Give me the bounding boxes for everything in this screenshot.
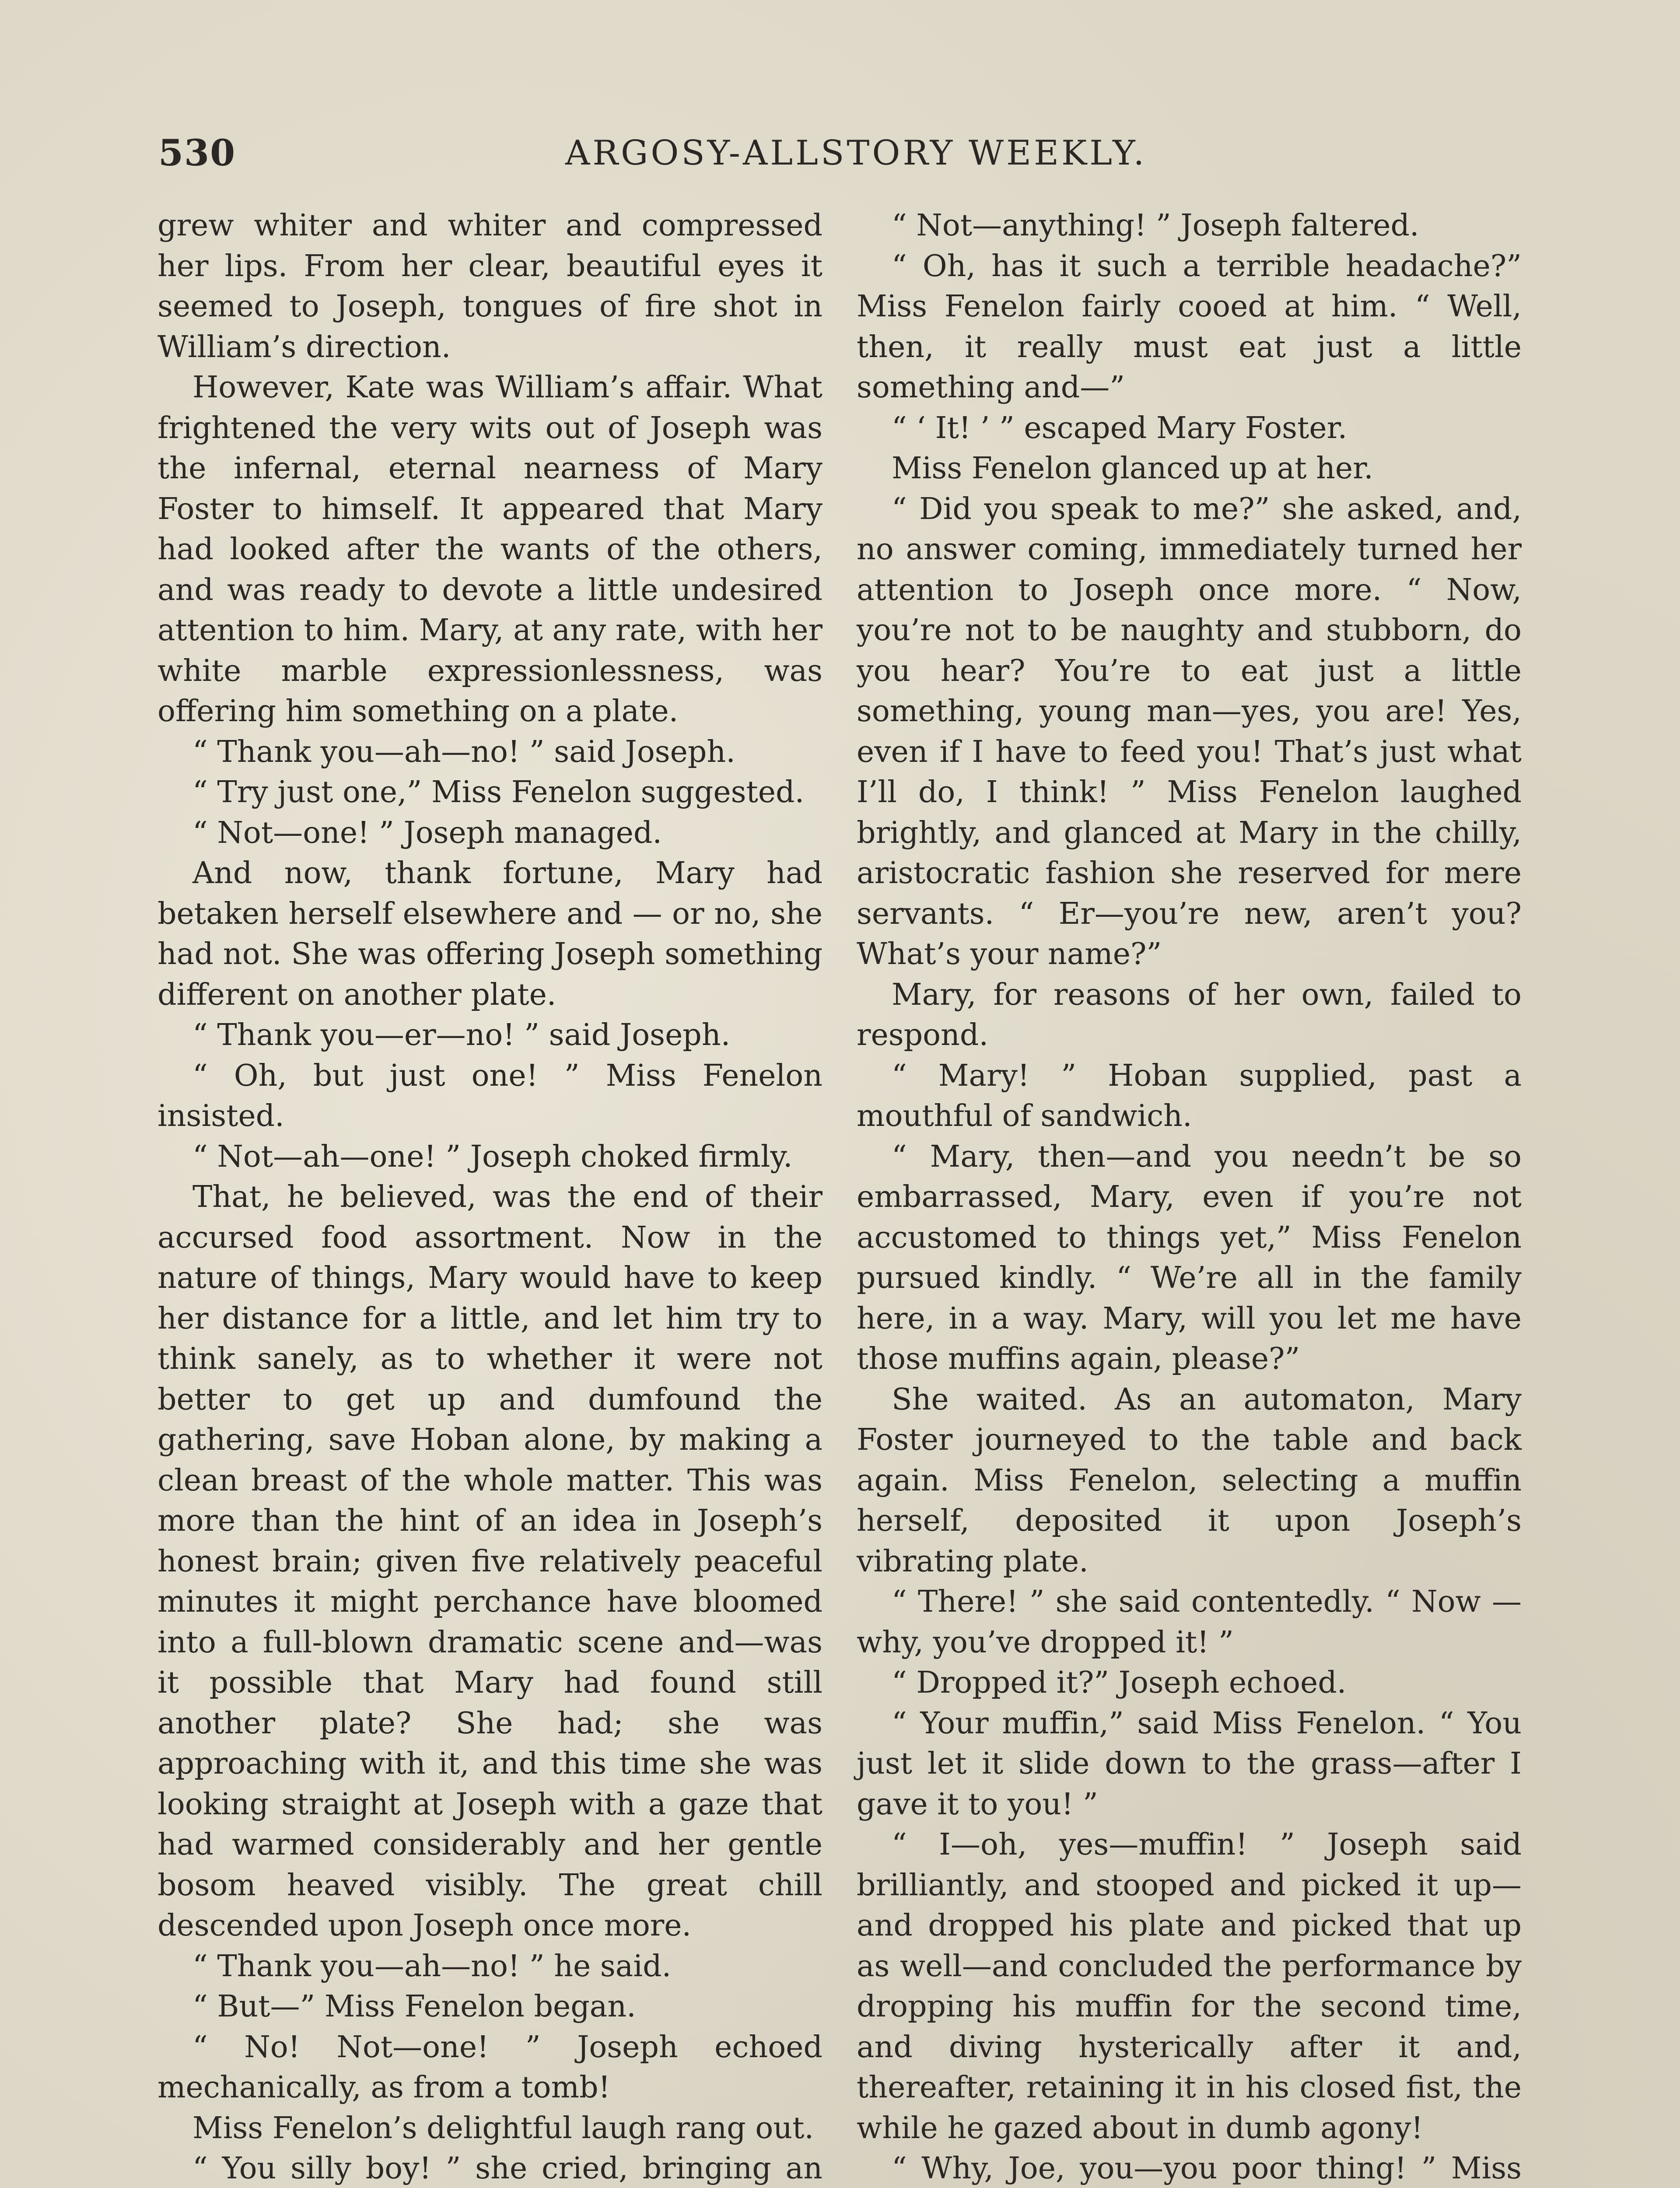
paragraph: “ You silly boy! ” she cried, bringing an <box>192 2151 822 2186</box>
paragraph: grew whiter and whiter and compressed her lips. From her clear, beautiful eyes it seemed to Joseph, tongues of fire shot in William’s direction. <box>158 208 822 365</box>
right-column <box>857 206 1522 2188</box>
paragraph: “ But—” Miss Fenelon began. <box>192 1989 636 2024</box>
paragraph: “ ‘ It! ’ ” escaped Mary Foster. <box>892 410 1348 445</box>
paragraph: “ Thank you—er—no! ” said Joseph. <box>192 1018 731 1052</box>
paragraph: That, he believed, was the end of their accursed food assortment. Now in the nature of things, Mary would have to keep her distance for a little, and let him try to think sanely, as to whether it were not better to get up and dumfound the gathering, save Hoban alone, by making a clean breast of the whole matter. This was more than the hint of an idea in Joseph’s honest brain; given five relatively peaceful minutes it might perchance have bloomed into a full-blown dramatic scene and—was it possible that Mary had found still another plate? She had; she was approaching with it, and this time she was looking straight at Joseph with a gaze that had warmed considerably and her gentle bosom heaved visibly. The great chill descended upon Joseph once more. <box>158 1180 822 1943</box>
paragraph: “ There! ” she said contentedly. “ Now —why, you’ve dropped it! ” <box>857 1585 1522 1660</box>
paragraph: “ Mary, then—and you needn’t be so embarrassed, Mary, even if you’re not accustomed to things yet,” Miss Fenelon pursued kindly. “ We’re all in the family here, in a way. Mary, will you let me have those muffins again, please?” <box>857 1139 1522 1376</box>
paragraph: “ Thank you—ah—no! ” said Joseph. <box>192 734 735 769</box>
paragraph: And now, thank fortune, Mary had betaken herself elsewhere and — or no, she had not. She was offering Joseph something different on another plate. <box>158 856 822 1012</box>
paragraph: Miss Fenelon’s delightful laugh rang out. <box>192 2111 814 2146</box>
paragraph: “ Oh, but just one! ” Miss Fenelon insisted. <box>158 1058 822 1133</box>
paragraph: “ I—oh, yes—muffin! ” Joseph said brilliantly, and stooped and picked it up—and dropped his plate and picked that up as well—and concluded the performance by dropping his muffin for the second time, and diving hysterically after it and, thereafter, retaining it in his closed fist, the while he gazed about in dumb agony! <box>857 1827 1522 2146</box>
paragraph: “ Why, Joe, you—you poor thing! ” Miss <box>892 2151 1522 2186</box>
paragraph: She waited. As an automaton, Mary Foster journeyed to the table and back again. Miss Fenelon, selecting a muffin herself, deposited it upon Joseph’s vibrating plate. <box>857 1382 1522 1579</box>
paragraph: Mary, for reasons of her own, failed to respond. <box>857 977 1522 1052</box>
paragraph: “ Try just one,” Miss Fenelon suggested. <box>192 775 805 810</box>
paragraph: Miss Fenelon glanced up at her. <box>892 451 1373 486</box>
running-title: ARGOSY-ALLSTORY WEEKLY. <box>565 133 1147 173</box>
paragraph: “ Your muffin,” said Miss Fenelon. “ You just let it slide down to the grass—after I gave it to you! ” <box>857 1706 1522 1822</box>
paragraph: “ Did you speak to me?” she asked, and, no answer coming, immediately turned her attention to Joseph once more. “ Now, you’re not to be naughty and stubborn, do you hear? You’re to eat just a little something, young man—yes, you are! Yes, even if I have to feed you! That’s just what I’ll do, I think! ” Miss Fenelon laughed brightly, and glanced at Mary in the chilly, aristocratic fashion she reserved for mere servants. “ Er—you’re new, aren’t you? What’s your name?” <box>857 491 1522 971</box>
paragraph: “ Dropped it?” Joseph echoed. <box>892 1666 1347 1700</box>
paragraph: However, Kate was William’s affair. What frightened the very wits out of Joseph was the infernal, eternal nearness of Mary Foster to himself. It appeared that Mary had looked after the wants of the others, and was ready to devote a little undesired attention to him. Mary, at any rate, with her white marble expressionlessness, was offering him something on a plate. <box>158 370 823 729</box>
paragraph: “ Not—ah—one! ” Joseph choked firmly. <box>192 1139 793 1174</box>
paragraph: “ No! Not—one! ” Joseph echoed mechanically, as from a tomb! <box>158 2030 822 2105</box>
paragraph: “ Not—anything! ” Joseph faltered. <box>892 208 1419 243</box>
page-number: 530 <box>158 132 236 174</box>
page-header <box>158 131 1552 179</box>
paragraph: “ Mary! ” Hoban supplied, past a mouthful of sandwich. <box>857 1058 1522 1133</box>
paragraph: “ Oh, has it such a terrible headache?” Miss Fenelon fairly cooed at him. “ Well, then, it really must eat just a little something and—” <box>857 249 1522 405</box>
paragraph: “ Not—one! ” Joseph managed. <box>192 815 662 850</box>
paragraph: “ Thank you—ah—no! ” he said. <box>192 1949 672 1984</box>
left-column <box>158 206 822 2188</box>
